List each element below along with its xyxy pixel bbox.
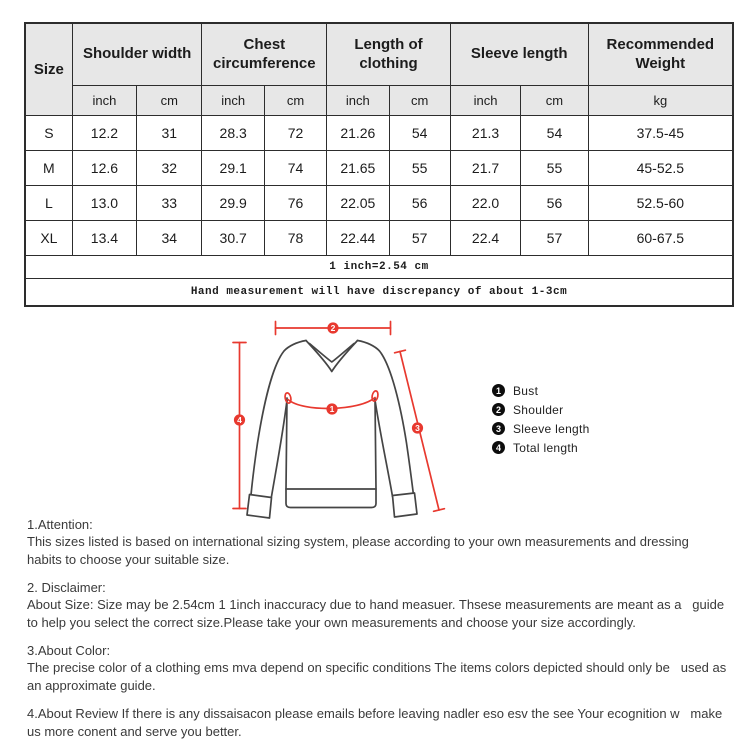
value-cell: 55	[389, 151, 450, 186]
table-group-header-row	[25, 23, 733, 86]
svg-text:3: 3	[415, 423, 420, 433]
value-cell: 34	[137, 221, 202, 256]
note-heading: 1.Attention:	[27, 517, 93, 532]
legend-item-total-length	[492, 438, 590, 457]
col-header-group: Recommended Weight	[588, 23, 733, 86]
value-cell: 33	[137, 186, 202, 221]
callout-circle-bust	[326, 403, 337, 414]
value-cell: 21.26	[327, 116, 389, 151]
callout-circle-shoulder	[327, 322, 338, 333]
value-cell: 22.4	[450, 221, 520, 256]
col-header-group: Chest circumference	[202, 23, 327, 86]
col-header-unit: kg	[588, 86, 733, 116]
value-cell: 54	[521, 116, 588, 151]
legend-label: Shoulder	[513, 402, 564, 417]
value-cell: 54	[389, 116, 450, 151]
legend-label: Sleeve length	[513, 421, 590, 436]
col-header-group: Length of clothing	[327, 23, 451, 86]
value-cell: 22.0	[450, 186, 520, 221]
svg-text:4: 4	[237, 415, 242, 425]
col-header-unit: inch	[450, 86, 520, 116]
note-body: About Size: Size may be 2.54cm 1 1inch inaccuracy due to hand measuer. Thsese measurements are meant as a guide to help you select the correct size.Please take your own measurements and choose your size accordingly.	[27, 597, 728, 630]
value-cell: 29.9	[202, 186, 264, 221]
note-body: This sizes listed is based on international sizing system, please according to your own measurements and dressing habits to choose your suitable size.	[27, 534, 700, 567]
col-header-unit: cm	[389, 86, 450, 116]
size-table-head	[25, 23, 733, 116]
legend-item-shoulder	[492, 400, 590, 419]
legend-number-badge: 3	[492, 422, 505, 435]
size-table-body	[25, 116, 733, 307]
legend-number-badge: 1	[492, 384, 505, 397]
size-table	[24, 22, 734, 307]
callout-circle-total-length	[234, 414, 245, 425]
value-cell: 72	[264, 116, 326, 151]
sweater-measurement-diagram	[200, 298, 680, 540]
value-cell: 74	[264, 151, 326, 186]
table-row	[25, 221, 733, 256]
table-footnote-row	[25, 256, 733, 279]
value-cell: 31	[137, 116, 202, 151]
sweater-outline	[247, 341, 417, 519]
value-cell: 13.4	[72, 221, 136, 256]
value-cell: 57	[389, 221, 450, 256]
legend-number-badge: 2	[492, 403, 505, 416]
footnote-text: Hand measurement will have discrepancy of about 1-3cm	[25, 279, 733, 307]
legend-item-sleeve-length	[492, 419, 590, 438]
legend-label: Total length	[513, 440, 578, 455]
note-attention	[27, 516, 733, 568]
table-row	[25, 186, 733, 221]
value-cell: 29.1	[202, 151, 264, 186]
value-cell: 22.05	[327, 186, 389, 221]
value-cell: 52.5-60	[588, 186, 733, 221]
col-header-unit: cm	[264, 86, 326, 116]
note-about-color	[27, 642, 733, 694]
note-heading: 2. Disclaimer:	[27, 580, 106, 595]
value-cell: 78	[264, 221, 326, 256]
legend-number-badge: 4	[492, 441, 505, 454]
notes-section	[27, 516, 733, 750]
value-cell: 28.3	[202, 116, 264, 151]
note-disclaimer	[27, 579, 733, 631]
footnote-text: 1 inch=2.54 cm	[25, 256, 733, 279]
value-cell: 22.44	[327, 221, 389, 256]
col-header-unit: cm	[521, 86, 588, 116]
callout-circle-sleeve	[412, 422, 423, 433]
value-cell: 12.6	[72, 151, 136, 186]
value-cell: 56	[521, 186, 588, 221]
legend-label: Bust	[513, 383, 539, 398]
measurement-legend	[492, 381, 590, 457]
note-heading: 3.About Color:	[27, 643, 111, 658]
size-cell: L	[25, 186, 72, 221]
svg-text:2: 2	[330, 323, 336, 333]
value-cell: 13.0	[72, 186, 136, 221]
note-body: 4.About Review If there is any dissaisacon please emails before leaving nadler eso esv the see Your ecognition w make us more conent and serve you better.	[27, 706, 726, 739]
col-header-size: Size	[25, 23, 72, 116]
col-header-unit: cm	[137, 86, 202, 116]
value-cell: 60-67.5	[588, 221, 733, 256]
value-cell: 32	[137, 151, 202, 186]
value-cell: 57	[521, 221, 588, 256]
value-cell: 45-52.5	[588, 151, 733, 186]
value-cell: 55	[521, 151, 588, 186]
size-cell: XL	[25, 221, 72, 256]
value-cell: 21.65	[327, 151, 389, 186]
col-header-group: Shoulder width	[72, 23, 202, 86]
size-cell: S	[25, 116, 72, 151]
col-header-unit: inch	[202, 86, 264, 116]
table-units-header-row	[25, 86, 733, 116]
note-about-review	[27, 705, 733, 740]
table-row	[25, 116, 733, 151]
table-row	[25, 151, 733, 186]
value-cell: 37.5-45	[588, 116, 733, 151]
col-header-unit: inch	[72, 86, 136, 116]
value-cell: 21.3	[450, 116, 520, 151]
value-cell: 12.2	[72, 116, 136, 151]
note-body: The precise color of a clothing ems mva depend on specific conditions The items colors depicted should only be used as an approximate guide.	[27, 660, 730, 693]
col-header-group: Sleeve length	[450, 23, 588, 86]
size-cell: M	[25, 151, 72, 186]
legend-item-bust	[492, 381, 590, 400]
svg-text:1: 1	[329, 404, 335, 414]
value-cell: 76	[264, 186, 326, 221]
value-cell: 21.7	[450, 151, 520, 186]
col-header-unit: inch	[327, 86, 389, 116]
value-cell: 30.7	[202, 221, 264, 256]
value-cell: 56	[389, 186, 450, 221]
